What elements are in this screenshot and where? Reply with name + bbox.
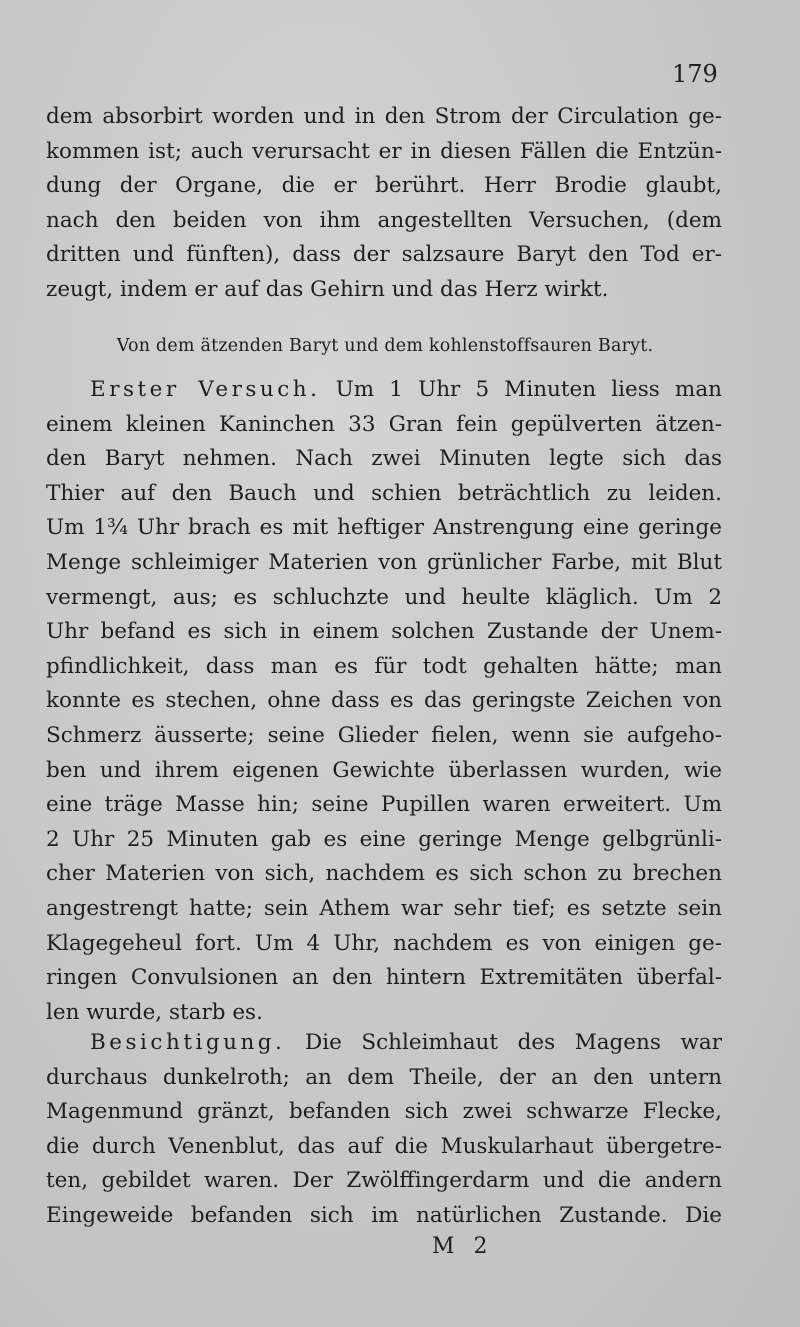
text-line: Eingeweide befanden sich im natürlichen Zustande. Die — [46, 1202, 722, 1228]
text-line: konnte es stechen, ohne dass es das geringste Zeichen von — [46, 688, 722, 714]
text-line: cher Materien von sich, nachdem es sich schon zu brechen — [46, 861, 722, 887]
text-line: zeugt, indem er auf das Gehirn und das Herz wirkt. — [46, 276, 609, 302]
first-line-text: Die Schleimhaut des Magens war — [304, 1030, 722, 1055]
section-heading: Von dem ätzenden Baryt und dem kohlenstoffsauren Baryt. — [116, 336, 654, 356]
text-line: vermengt, aus; es schluchzte und heulte kläglich. Um 2 — [46, 584, 722, 610]
text-line: durchaus dunkelroth; an dem Theile, der an den untern — [46, 1064, 722, 1090]
text-line: ringen Convulsionen an den hintern Extremitäten überfal- — [46, 965, 722, 991]
text-line — [46, 1026, 722, 1061]
text-line: nach den beiden von ihm angestellten Versuchen, (dem — [46, 207, 722, 233]
text-line: den Baryt nehmen. Nach zwei Minuten legte sich das — [46, 446, 722, 472]
text-line: dritten und fünften), dass der salzsaure Baryt den Tod er- — [46, 242, 722, 268]
text-line: Um 1¾ Uhr brach es mit heftiger Anstrengung eine geringe — [46, 515, 722, 541]
page-number: 179 — [672, 60, 718, 88]
text-line: Uhr befand es sich in einem solchen Zustande der Unem- — [46, 619, 722, 645]
text-line: Thier auf den Bauch und schien beträchtlich zu leiden. — [46, 480, 722, 506]
text-line: Schmerz äusserte; seine Glieder fielen, wenn sie aufgeho- — [46, 722, 722, 748]
text-line: eine träge Masse hin; seine Pupillen waren erweitert. Um — [46, 792, 722, 818]
text-line: pfindlichkeit, dass man es für todt gehalten hätte; man — [46, 653, 722, 679]
text-line: einem kleinen Kaninchen 33 Gran fein gepülverten ätzen- — [46, 411, 722, 437]
signature-mark: M 2 — [432, 1234, 494, 1259]
text-line: ten, gebildet waren. Der Zwölffingerdarm und die andern — [46, 1168, 722, 1194]
text-line: dung der Organe, die er berührt. Herr Brodie glaubt, — [46, 173, 722, 199]
text-line: len wurde, starb es. — [46, 999, 263, 1025]
first-line-text: Um 1 Uhr 5 Minuten liess man — [335, 377, 722, 402]
text-line — [46, 373, 722, 408]
text-line: kommen ist; auch verursacht er in diesen Fällen die Entzün- — [46, 138, 722, 164]
run-in-label: Erster Versuch. — [90, 377, 321, 402]
paragraph-continuation — [46, 100, 722, 308]
text-line: Klagegeheul fort. Um 4 Uhr, nachdem es von einigen ge- — [46, 930, 722, 956]
text-line: Menge schleimiger Materien von grünlicher Farbe, mit Blut — [46, 549, 722, 575]
text-line: dem absorbirt worden und in den Strom der Circulation ge- — [46, 104, 722, 129]
text-line: angestrengt hatte; sein Athem war sehr tief; es setzte sein — [46, 895, 722, 921]
text-line: die durch Venenblut, das auf die Muskularhaut übergetre- — [46, 1133, 722, 1159]
text-line: Magenmund gränzt, befanden sich zwei schwarze Flecke, — [46, 1099, 722, 1125]
text-line: 2 Uhr 25 Minuten gab es eine geringe Menge gelbgrünli- — [46, 826, 722, 852]
run-in-label: Besichtigung. — [90, 1030, 286, 1055]
paragraph-erster-versuch — [46, 373, 722, 1030]
paragraph-besichtigung — [46, 1026, 722, 1234]
text-line: ben und ihrem eigenen Gewichte überlassen wurden, wie — [46, 757, 722, 783]
